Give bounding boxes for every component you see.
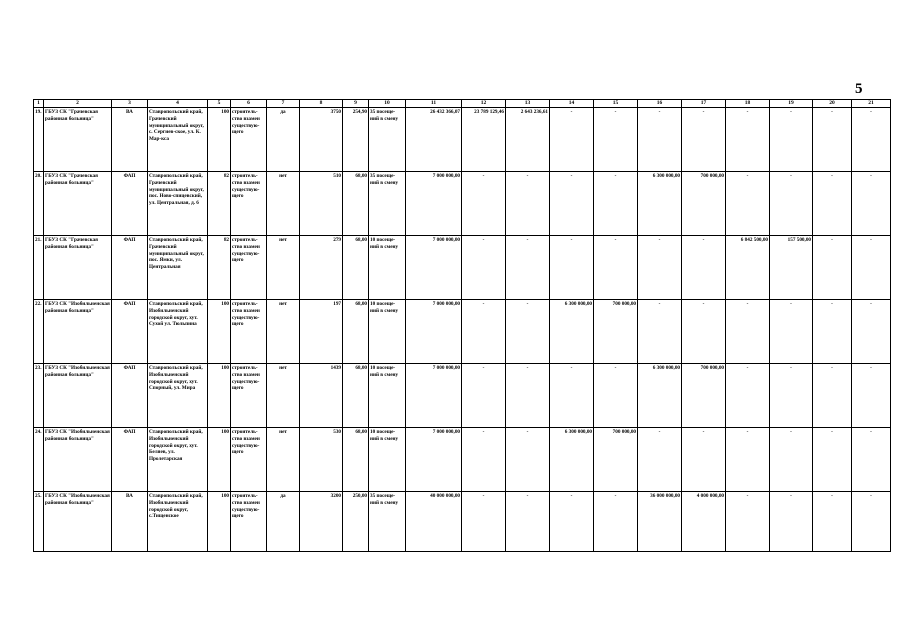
table-cell: - <box>594 108 638 172</box>
table-cell: 10 посеще-ний в смену <box>369 428 406 492</box>
table-cell: 19. <box>34 108 44 172</box>
table-cell: ГБУЗ СК "Изобильненская районная больница" <box>44 428 112 492</box>
table-cell: - <box>852 492 891 552</box>
table-cell: 23. <box>34 364 44 428</box>
table-cell: 36 000 000,00 <box>638 492 682 552</box>
data-table <box>33 99 891 552</box>
table-cell: строитель-ство взамен существую-щего <box>231 172 267 236</box>
table-cell: 25. <box>34 492 44 552</box>
table-cell: - <box>506 236 550 300</box>
table-cell: - <box>682 428 726 492</box>
table-cell: - <box>462 300 506 364</box>
table-cell: 68,00 <box>343 300 369 364</box>
table-cell: - <box>813 236 852 300</box>
table-cell: - <box>462 364 506 428</box>
column-header: 20 <box>813 100 852 108</box>
table-cell: ВА <box>112 492 148 552</box>
table-cell: 254,90 <box>343 108 369 172</box>
column-header: 4 <box>148 100 208 108</box>
column-header: 17 <box>682 100 726 108</box>
table-cell: - <box>638 428 682 492</box>
table-row <box>34 364 891 428</box>
table-cell: строитель-ство взамен существую-щего <box>231 364 267 428</box>
table-cell: 10 посеще-ний в смену <box>369 236 406 300</box>
table-cell: - <box>813 492 852 552</box>
table-cell: строитель-ство взамен существую-щего <box>231 108 267 172</box>
table-cell: - <box>550 236 594 300</box>
table-cell: - <box>594 236 638 300</box>
table-row <box>34 172 891 236</box>
table-cell: Ставропольский край, Грачевский муниципальный округ, пос. Ямки, ул. Центральная <box>148 236 208 300</box>
table-cell: 3750 <box>300 108 343 172</box>
table-cell: 35 посеще-ний в смену <box>369 172 406 236</box>
table-cell: - <box>594 364 638 428</box>
table-cell: ФАП <box>112 172 148 236</box>
table-cell: - <box>506 364 550 428</box>
table-cell: 197 <box>300 300 343 364</box>
table-cell: - <box>770 300 813 364</box>
table-cell: - <box>550 492 594 552</box>
table-cell: нет <box>267 428 300 492</box>
table-cell: - <box>852 428 891 492</box>
table-cell: - <box>813 108 852 172</box>
table-cell: ГБУЗ СК "Грачевская районная больница" <box>44 236 112 300</box>
table-cell: - <box>506 492 550 552</box>
table-cell: да <box>267 108 300 172</box>
table-cell: - <box>852 364 891 428</box>
table-cell: - <box>550 172 594 236</box>
table-cell: - <box>770 172 813 236</box>
column-header: 13 <box>506 100 550 108</box>
table-cell: 100 <box>208 364 231 428</box>
table-cell: - <box>682 108 726 172</box>
table-cell: - <box>852 300 891 364</box>
column-header: 19 <box>770 100 813 108</box>
table-cell: Ставропольский край, Изобильненский городской округ, хут. Спорный, ул. Мира <box>148 364 208 428</box>
table-cell: ГБУЗ СК "Изобильненская районная больница" <box>44 300 112 364</box>
column-header: 15 <box>594 100 638 108</box>
table-cell: - <box>638 108 682 172</box>
table-cell: 700 000,00 <box>594 300 638 364</box>
table-cell: - <box>506 300 550 364</box>
table-cell: - <box>726 364 770 428</box>
table-cell: - <box>726 492 770 552</box>
column-header: 21 <box>852 100 891 108</box>
table-cell: ФАП <box>112 428 148 492</box>
table-cell: - <box>813 428 852 492</box>
table-cell: Ставропольский край, Изобильненский городской округ, хут. Сухой ул. Тюльпина <box>148 300 208 364</box>
table-cell: 35 посеще-ний в смену <box>369 492 406 552</box>
table-cell: 22. <box>34 300 44 364</box>
table-cell: ФАП <box>112 300 148 364</box>
table-cell: 24. <box>34 428 44 492</box>
table-cell: - <box>462 428 506 492</box>
table-row <box>34 428 891 492</box>
table-cell: - <box>462 236 506 300</box>
table-cell: Ставропольский край, Изобильненский городской округ, хут. Беляев, ул. Пролетарская <box>148 428 208 492</box>
table-cell: 82 <box>208 172 231 236</box>
table-cell: - <box>550 364 594 428</box>
table-cell: - <box>770 108 813 172</box>
column-header: 10 <box>369 100 406 108</box>
table-cell: 68,00 <box>343 364 369 428</box>
table-row <box>34 236 891 300</box>
table-cell: нет <box>267 172 300 236</box>
table-cell: ГБУЗ СК "Грачевская районная больница" <box>44 172 112 236</box>
column-header: 14 <box>550 100 594 108</box>
column-header: 8 <box>300 100 343 108</box>
table-cell: 21. <box>34 236 44 300</box>
table-cell: Ставропольский край, Грачевский муниципальный округ, с. Сергиев-ское, ул. К. Мар-кса <box>148 108 208 172</box>
table-cell: нет <box>267 364 300 428</box>
table-cell: нет <box>267 300 300 364</box>
table-cell: ВА <box>112 108 148 172</box>
table-cell: 7 000 000,00 <box>406 236 462 300</box>
table-cell: 3200 <box>300 492 343 552</box>
column-header: 12 <box>462 100 506 108</box>
table-cell: 100 <box>208 300 231 364</box>
column-header: 7 <box>267 100 300 108</box>
table-cell: - <box>726 300 770 364</box>
table-cell: - <box>813 364 852 428</box>
table-cell: 6 300 000,00 <box>638 364 682 428</box>
table-cell: 20. <box>34 172 44 236</box>
table-cell: 100 <box>208 492 231 552</box>
column-header: 11 <box>406 100 462 108</box>
table-cell: нет <box>267 236 300 300</box>
table-cell: - <box>852 108 891 172</box>
table-cell: ГБУЗ СК "Грачевская районная больница" <box>44 108 112 172</box>
table-cell: 530 <box>300 428 343 492</box>
table-cell: Ставропольский край, Грачевский муниципальный округ, пос. Ново-спицевский, ул. Центральная, д. 6 <box>148 172 208 236</box>
table-cell: 700 000,00 <box>682 364 726 428</box>
table-cell: 4 000 000,00 <box>682 492 726 552</box>
table-cell: 250,00 <box>343 492 369 552</box>
table-cell: - <box>813 172 852 236</box>
column-header: 5 <box>208 100 231 108</box>
column-header: 3 <box>112 100 148 108</box>
table-cell: - <box>506 428 550 492</box>
column-header: 1 <box>34 100 44 108</box>
table-cell: 2 643 236,61 <box>506 108 550 172</box>
table-cell: 40 000 000,00 <box>406 492 462 552</box>
table-cell: Ставропольский край, Изобильненский городской округ, с.Тищенское <box>148 492 208 552</box>
table-cell: - <box>638 300 682 364</box>
table-cell: 82 <box>208 236 231 300</box>
table-row <box>34 492 891 552</box>
column-header: 2 <box>44 100 112 108</box>
table-cell: 6 300 000,00 <box>638 172 682 236</box>
table-cell: 6 842 500,00 <box>726 236 770 300</box>
table-cell: - <box>852 236 891 300</box>
table-cell: 10 посеще-ний в смену <box>369 364 406 428</box>
page-number: 5 <box>855 81 863 97</box>
table-cell: - <box>770 492 813 552</box>
table-cell: 510 <box>300 172 343 236</box>
table-cell: - <box>770 428 813 492</box>
table-cell: 1439 <box>300 364 343 428</box>
table-cell: строитель-ство взамен существую-щего <box>231 492 267 552</box>
table-cell: 6 300 000,00 <box>550 428 594 492</box>
table-cell: - <box>726 428 770 492</box>
table-cell: 23 789 129,46 <box>462 108 506 172</box>
table-cell: ГБУЗ СК "Изобильненская районная больница" <box>44 492 112 552</box>
table-cell: 100 <box>208 428 231 492</box>
table-cell: 7 000 000,00 <box>406 172 462 236</box>
table-cell: 7 000 000,00 <box>406 428 462 492</box>
table-cell: - <box>462 492 506 552</box>
table-cell: - <box>594 492 638 552</box>
table-cell: строитель-ство взамен существую-щего <box>231 428 267 492</box>
table-row <box>34 300 891 364</box>
table-cell: - <box>550 108 594 172</box>
table-cell: - <box>726 108 770 172</box>
table-cell: - <box>638 236 682 300</box>
column-header: 9 <box>343 100 369 108</box>
table-cell: 7 000 000,00 <box>406 364 462 428</box>
table-cell: 6 300 000,00 <box>550 300 594 364</box>
table-cell: 7 000 000,00 <box>406 300 462 364</box>
table-cell: да <box>267 492 300 552</box>
table-row <box>34 108 891 172</box>
table-cell: - <box>813 300 852 364</box>
table-cell: - <box>462 172 506 236</box>
column-header: 18 <box>726 100 770 108</box>
table-cell: - <box>770 364 813 428</box>
table-cell: строитель-ство взамен существую-щего <box>231 300 267 364</box>
table-cell: ФАП <box>112 364 148 428</box>
table-cell: - <box>506 172 550 236</box>
table-cell: 35 посеще-ний в смену <box>369 108 406 172</box>
table-cell: 10 посеще-ний в смену <box>369 300 406 364</box>
table-cell: 279 <box>300 236 343 300</box>
table-cell: ГБУЗ СК "Изобильненская районная больница" <box>44 364 112 428</box>
table-cell: 68,00 <box>343 236 369 300</box>
table-cell: - <box>594 172 638 236</box>
table-cell: - <box>852 172 891 236</box>
table-cell: - <box>682 300 726 364</box>
column-header: 6 <box>231 100 267 108</box>
table-cell: 68,00 <box>343 428 369 492</box>
table-cell: 100 <box>208 108 231 172</box>
table-cell: 157 500,00 <box>770 236 813 300</box>
header-row <box>34 100 891 108</box>
table-cell: - <box>726 172 770 236</box>
table-cell: - <box>682 236 726 300</box>
table-cell: 700 000,00 <box>682 172 726 236</box>
table-cell: ФАП <box>112 236 148 300</box>
table-cell: строитель-ство взамен существую-щего <box>231 236 267 300</box>
table-cell: 68,00 <box>343 172 369 236</box>
table-cell: 26 432 366,07 <box>406 108 462 172</box>
column-header: 16 <box>638 100 682 108</box>
table-cell: 700 000,00 <box>594 428 638 492</box>
